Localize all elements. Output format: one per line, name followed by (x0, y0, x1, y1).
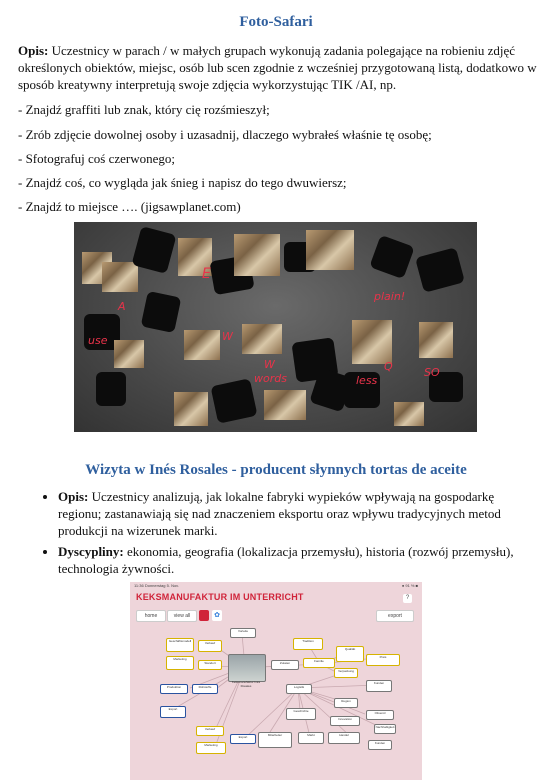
puzzle-photo-piece (352, 320, 392, 364)
puzzle-photo-piece (114, 340, 144, 368)
puzzle-photo-piece (242, 324, 282, 354)
mindmap-node[interactable]: Verkauf (196, 726, 224, 736)
puzzle-scribble: W (222, 330, 233, 343)
mindmap-node[interactable]: Export (160, 706, 186, 718)
mindmap-node[interactable]: Marketing (166, 656, 194, 670)
puzzle-dark-piece (141, 291, 182, 333)
mindmap-node[interactable]: Marketing (196, 742, 226, 754)
status-bar-right: ● 91 % ■ (401, 583, 418, 588)
intro-label: Opis: (18, 43, 49, 58)
puzzle-photo-piece (394, 402, 424, 426)
mindmap-node[interactable]: Vorteile (230, 628, 256, 638)
bullet-dyscypliny (58, 543, 540, 577)
mindmap-node[interactable]: Rohstoffe (192, 684, 218, 694)
bullet-opis (58, 488, 540, 539)
export-button[interactable]: export (376, 610, 414, 622)
bullet-dyscypliny-label: Dyscypliny: (58, 544, 124, 559)
bullet-opis-label: Opis: (58, 489, 89, 504)
intro-line-1 (18, 42, 515, 59)
mindmap-node[interactable]: Preis (366, 654, 400, 666)
puzzle-photo-piece (234, 234, 280, 276)
task-item: - Zrób zdjęcie dowolnej osoby i uzasadnij, dlaczego wybrałeś właśnie tę osobę; (18, 127, 432, 142)
mindmap-node[interactable]: Standort (198, 660, 222, 670)
puzzle-scribble: Q (384, 360, 393, 373)
mindmap-node[interactable]: Verpackung (334, 668, 358, 678)
puzzle-scribble: use (88, 334, 108, 347)
intro-line-2: określonych obiektów, miejsc, osób lub scen zgodnie z wcześniej przygotowaną listą, dodatkowo w (18, 60, 537, 75)
mindmap-node[interactable]: Export (230, 734, 256, 744)
task-item: - Znajdź graffiti lub znak, który cię rozśmieszył; (18, 102, 270, 117)
view-all-button[interactable]: view all (167, 610, 197, 622)
mindmap-node[interactable]: Produktion (160, 684, 188, 694)
home-button[interactable]: home (136, 610, 166, 622)
mindmap-app-screenshot (130, 582, 422, 780)
mindmap-node[interactable]: Mitarbeiter (258, 732, 292, 748)
center-photo-node[interactable] (228, 654, 266, 682)
puzzle-dark-piece (210, 378, 257, 423)
mindmap-node[interactable]: Logistik (286, 684, 312, 694)
mindmap-node[interactable]: Region (334, 698, 358, 708)
puzzle-dark-piece (96, 372, 126, 406)
puzzle-scribble: words (254, 372, 287, 385)
mindmap-node[interactable]: Zutaten (271, 660, 299, 670)
puzzle-photo-piece (184, 330, 220, 360)
mindmap-node[interactable]: Innovation (330, 716, 360, 726)
mindmap-node[interactable]: Kunden (368, 740, 392, 750)
puzzle-photo-piece (306, 230, 354, 270)
section-heading-ines-rosales: Wizyta w Inés Rosales - producent słynnych tortas de aceite (85, 462, 467, 478)
mindmap-node[interactable]: Olivenöl (366, 710, 394, 720)
puzzle-scribble: plain! (374, 290, 406, 303)
mindmap-node[interactable]: Kunden (366, 680, 392, 692)
status-bar-left: 11:36 Donnerstag 5. Nov. (134, 583, 179, 588)
mindmap-node[interactable]: Verkauf (198, 640, 222, 652)
mindmap-node[interactable]: Geschäftsmodell (166, 638, 194, 652)
center-node-label: Keksmanufaktur Inés Rosales (231, 680, 261, 688)
mindmap-node[interactable]: Handel (328, 732, 360, 744)
puzzle-scribble: less (356, 374, 378, 387)
mindmap-node[interactable]: Nachhaltigkeit (374, 724, 396, 734)
jigsaw-puzzle-image (74, 222, 477, 432)
task-item: - Sfotografuj coś czerwonego; (18, 151, 176, 166)
puzzle-scribble: SO (424, 366, 440, 379)
mindmap-node[interactable]: Familie (303, 658, 335, 668)
puzzle-photo-piece (174, 392, 208, 426)
intro-text-1: Uczestnicy w parach / w małych grupach wykonują zadania polegające na robieniu zdjęć (48, 43, 516, 58)
gear-icon[interactable]: ✿ (212, 610, 222, 621)
section-heading-foto-safari: Foto-Safari (239, 14, 313, 30)
mindmap-node[interactable]: Tradition (293, 638, 323, 650)
task-item: - Znajdź to miejsce …. (jigsawplanet.com) (18, 199, 241, 214)
bullet-opis-text: Uczestnicy analizują, jak lokalne fabryki wypieków wpływają na gospodarkę regionu; zastanawiają się nad znaczeniem eksportu oraz wpływu tradycyjnych metod produkcji na wizerunek marki. (58, 489, 501, 538)
app-title: KEKSMANUFAKTUR IM UNTERRICHT (136, 592, 304, 602)
intro-line-3: sposób kreatywny interpretują swoje zdjęcia wykorzystując TIK /AI, np. (18, 77, 397, 92)
puzzle-scribble: W (264, 358, 275, 371)
task-item: - Znajdź coś, co wygląda jak śnieg i napisz do tego dwuwiersz; (18, 175, 347, 190)
puzzle-scribble: E (202, 266, 211, 282)
puzzle-scribble: A (118, 300, 126, 313)
puzzle-dark-piece (369, 235, 414, 279)
puzzle-photo-piece (264, 390, 306, 420)
description-list (40, 488, 540, 581)
puzzle-dark-piece (131, 226, 176, 274)
puzzle-photo-piece (419, 322, 453, 358)
mindmap-node[interactable]: Markt (298, 732, 324, 744)
puzzle-dark-piece (415, 247, 465, 293)
help-button[interactable]: ? (403, 594, 412, 603)
puzzle-photo-piece (102, 262, 138, 292)
mindmap-node[interactable]: Geschichte (286, 708, 316, 720)
bullet-dyscypliny-text: ekonomia, geografia (lokalizacja przemysłu), historia (rozwój przemysłu), technologia żywności. (58, 544, 514, 576)
mindmap-node[interactable]: Qualität (336, 646, 364, 662)
